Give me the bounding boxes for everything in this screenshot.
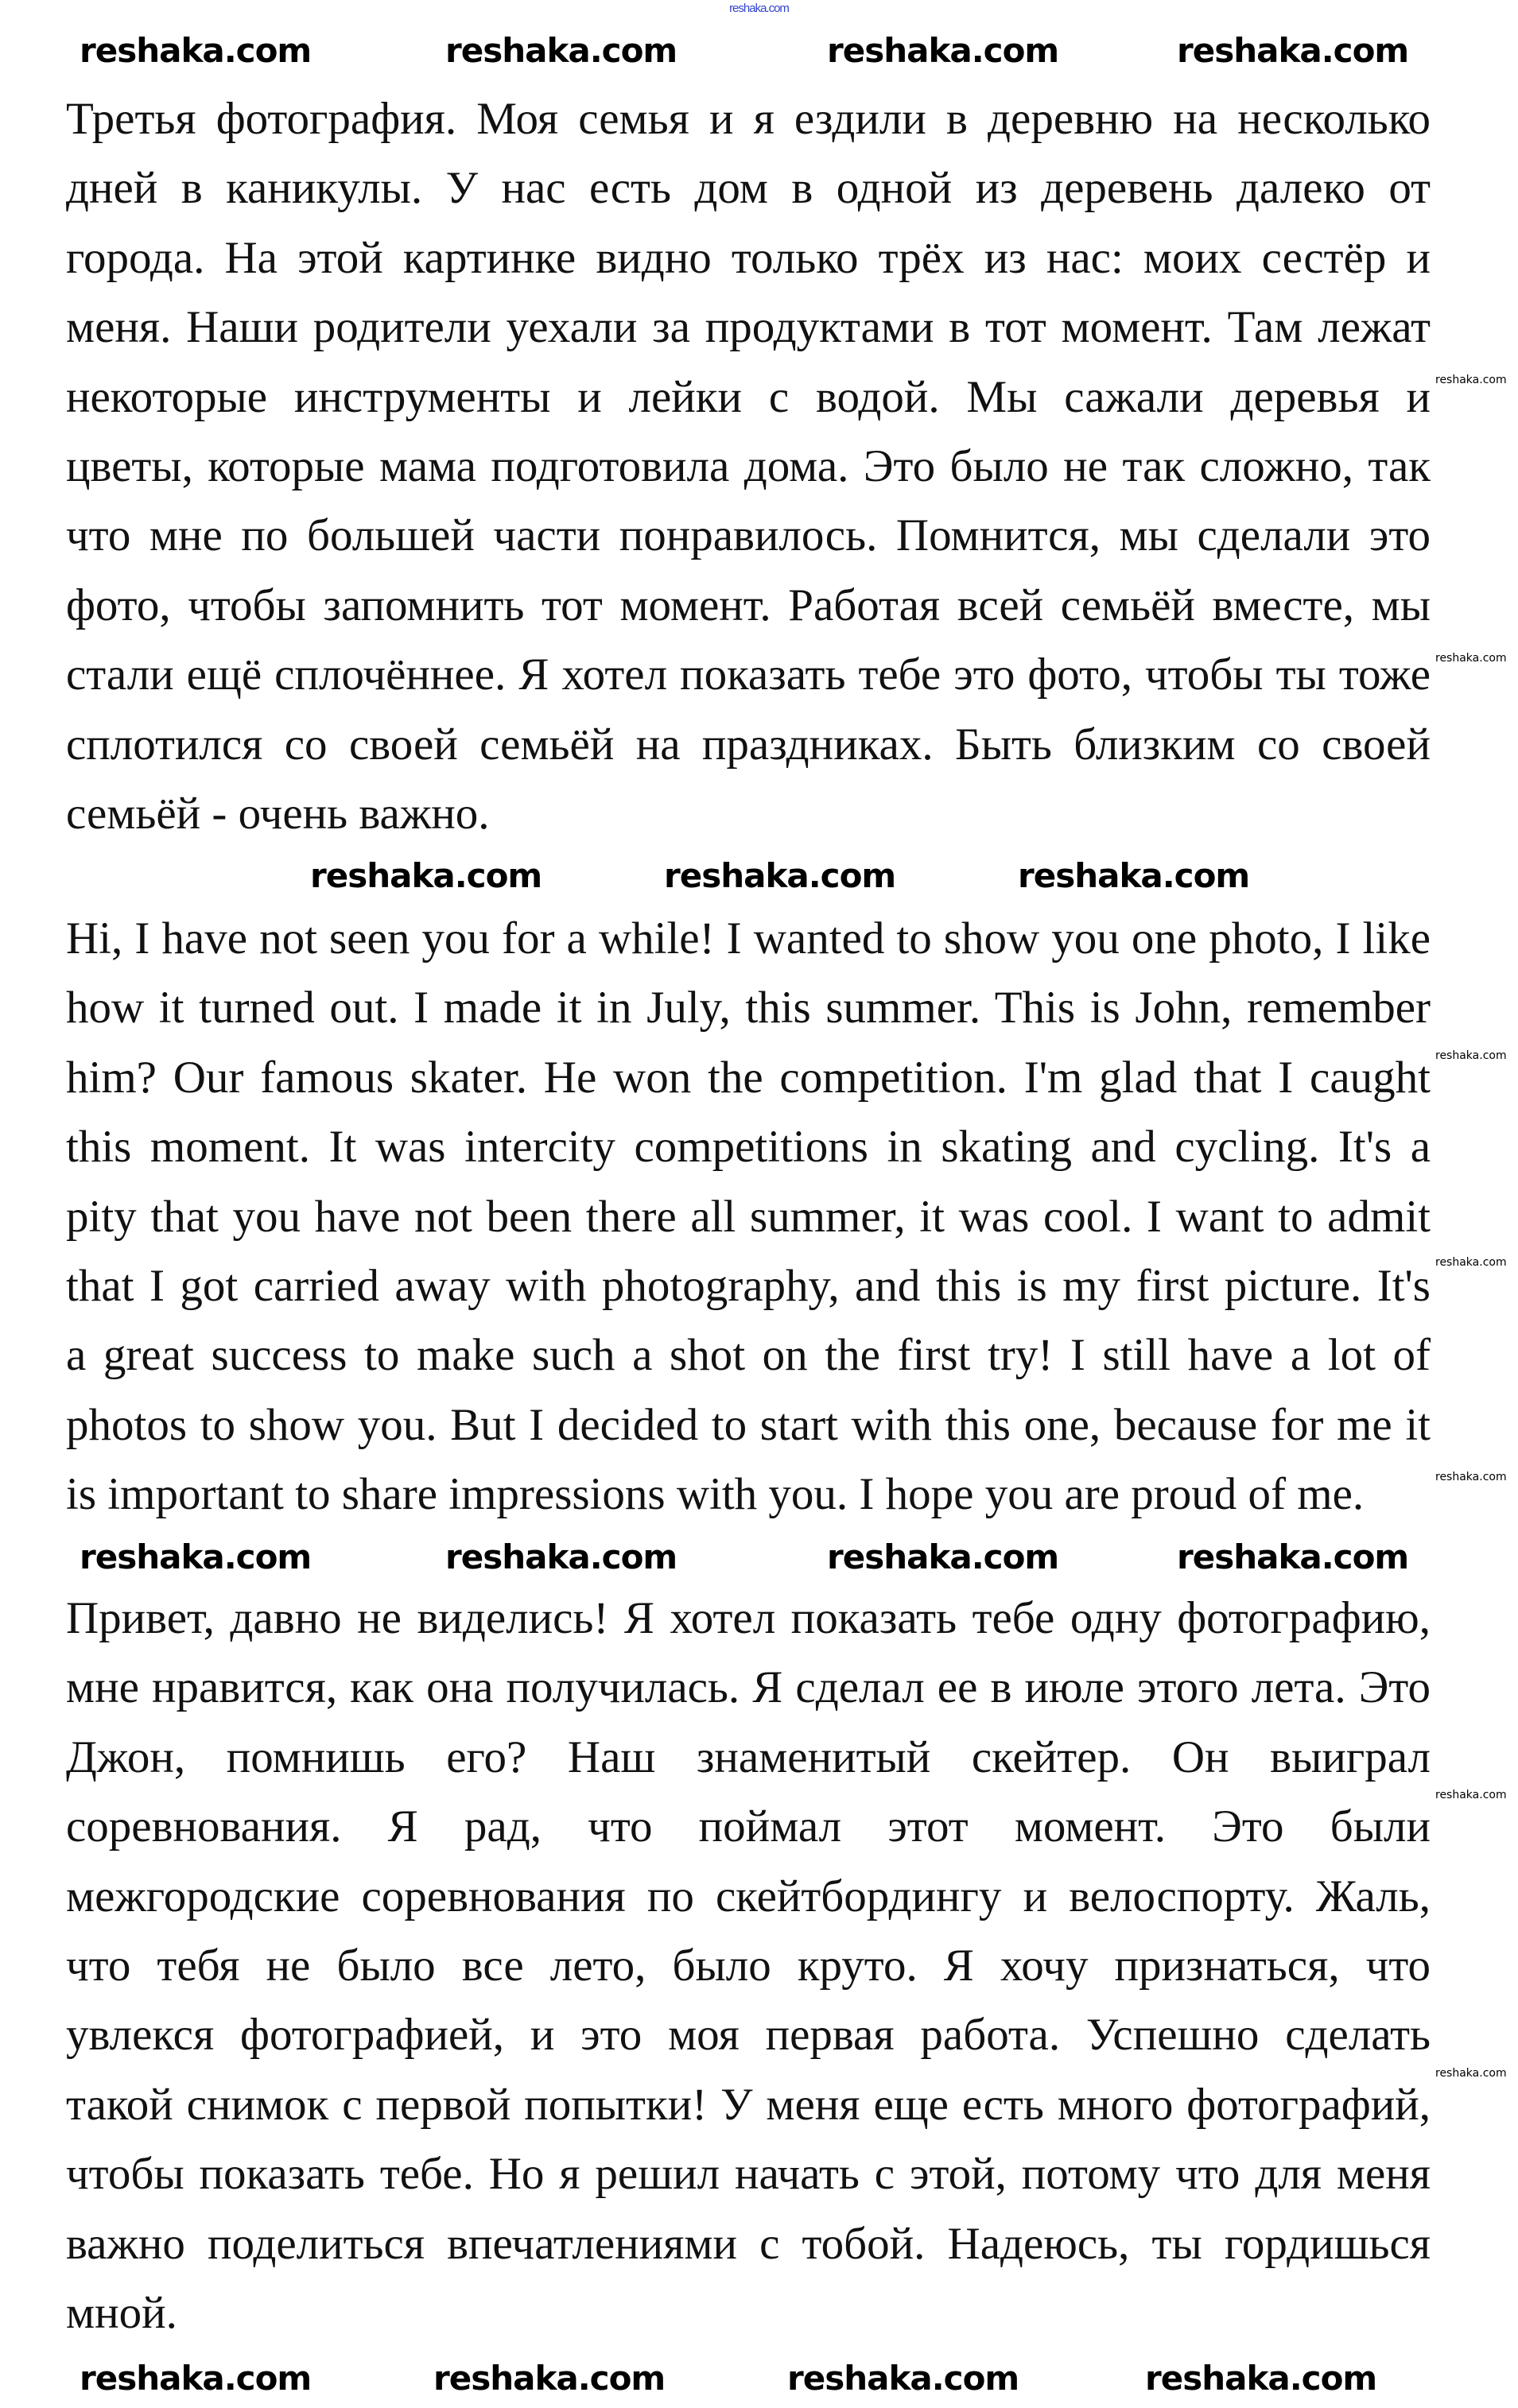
text-line: that I got carried away with photography, and this is my first picture. It's bbox=[66, 1260, 1431, 1311]
watermark: reshaka.com bbox=[1145, 2359, 1377, 2398]
paragraph-russian-letter bbox=[66, 1584, 1431, 2348]
text-line: this moment. It was intercity competitions in skating and cycling. It's a bbox=[66, 1122, 1431, 1173]
watermark: reshaka.com bbox=[80, 2359, 312, 2398]
text-line: how it turned out. I made it in July, this summer. This is John, remember bbox=[66, 983, 1431, 1033]
watermark: reshaka.com bbox=[1177, 1537, 1409, 1576]
watermark: reshaka.com bbox=[827, 1537, 1059, 1576]
text-line: мной. bbox=[66, 2287, 177, 2338]
text-line: что мне по большей части понравилось. Помнится, мы сделали это bbox=[66, 510, 1431, 561]
watermark: reshaka.com bbox=[445, 31, 677, 70]
text-line: мне нравится, как она получилась. Я сделал ее в июле этого лета. Это bbox=[66, 1662, 1431, 1713]
watermark: reshaka.com bbox=[1018, 856, 1250, 895]
text-line: цветы, которые мама подготовила дома. Это было не так сложно, так bbox=[66, 440, 1431, 491]
watermark: reshaka.com bbox=[827, 31, 1059, 70]
text-line: him? Our famous skater. He won the competition. I'm glad that I caught bbox=[66, 1052, 1431, 1103]
watermark: reshaka.com bbox=[310, 856, 542, 895]
text-line: такой снимок с первой попытки! У меня еще есть много фотографий, bbox=[66, 2079, 1431, 2130]
text-line: увлекся фотографией, и это моя первая работа. Успешно сделать bbox=[66, 2010, 1431, 2061]
text-line: is important to share impressions with you. I hope you are proud of me. bbox=[66, 1469, 1365, 1520]
text-line: что тебя не было все лето, было круто. Я хочу признаться, что bbox=[66, 1940, 1431, 1991]
text-line: некоторые инструменты и лейки с водой. Мы сажали деревья и bbox=[66, 371, 1431, 422]
watermark: reshaka.com bbox=[80, 31, 312, 70]
text-line: pity that you have not been there all summer, it was cool. I want to admit bbox=[66, 1191, 1431, 1242]
site-link[interactable]: reshaka.com bbox=[729, 2, 789, 15]
watermark: reshaka.com bbox=[787, 2359, 1019, 2398]
text-line: дней в каникулы. У нас есть дом в одной из деревень далеко от bbox=[66, 163, 1431, 214]
watermark: reshaka.com bbox=[1435, 374, 1507, 386]
text-line: photos to show you. But I decided to start with this one, because for me it bbox=[66, 1399, 1431, 1450]
text-line: Hi, I have not seen you for a while! I wanted to show you one photo, I like bbox=[66, 913, 1431, 964]
text-line: Третья фотография. Моя семья и я ездили в деревню на несколько bbox=[66, 94, 1431, 144]
watermark: reshaka.com bbox=[1435, 1256, 1507, 1269]
watermark: reshaka.com bbox=[1435, 1049, 1507, 1062]
text-line: a great success to make such a shot on the first try! I still have a lot of bbox=[66, 1330, 1431, 1381]
text-line: стали ещё сплочённее. Я хотел показать тебе это фото, чтобы ты тоже bbox=[66, 650, 1431, 700]
text-line: города. На этой картинке видно только трёх из нас: моих сестёр и bbox=[66, 232, 1431, 283]
watermark: reshaka.com bbox=[80, 1537, 312, 1576]
text-line: фото, чтобы запомнить тот момент. Работая всей семьёй вместе, мы bbox=[66, 580, 1431, 630]
watermark: reshaka.com bbox=[1435, 2067, 1507, 2080]
watermark: reshaka.com bbox=[433, 2359, 666, 2398]
text-line: Джон, помнишь его? Наш знаменитый скейтер. Он выиграл bbox=[66, 1731, 1431, 1782]
watermark: reshaka.com bbox=[1435, 1471, 1507, 1483]
watermark: reshaka.com bbox=[445, 1537, 677, 1576]
text-line: важно поделиться впечатлениями с тобой. Надеюсь, ты гордишься bbox=[66, 2218, 1431, 2269]
watermark: reshaka.com bbox=[664, 856, 896, 895]
watermark: reshaka.com bbox=[1177, 31, 1409, 70]
text-line: Привет, давно не виделись! Я хотел показать тебе одну фотографию, bbox=[66, 1593, 1431, 1643]
text-line: семьёй - очень важно. bbox=[66, 788, 490, 839]
watermark: reshaka.com bbox=[1435, 652, 1507, 665]
text-line: меня. Наши родители уехали за продуктами в тот момент. Там лежат bbox=[66, 302, 1431, 353]
paragraph-russian-photo bbox=[66, 84, 1431, 848]
text-line: соревнования. Я рад, что поймал этот момент. Это были bbox=[66, 1801, 1431, 1852]
paragraph-english-letter bbox=[66, 904, 1431, 1530]
watermark: reshaka.com bbox=[1435, 1789, 1507, 1801]
text-line: чтобы показать тебе. Но я решил начать с этой, потому что для меня bbox=[66, 2149, 1431, 2200]
text-line: межгородские соревнования по скейтбордингу и велоспорту. Жаль, bbox=[66, 1871, 1431, 1921]
text-line: сплотился со своей семьёй на праздниках. Быть близким со своей bbox=[66, 719, 1431, 770]
